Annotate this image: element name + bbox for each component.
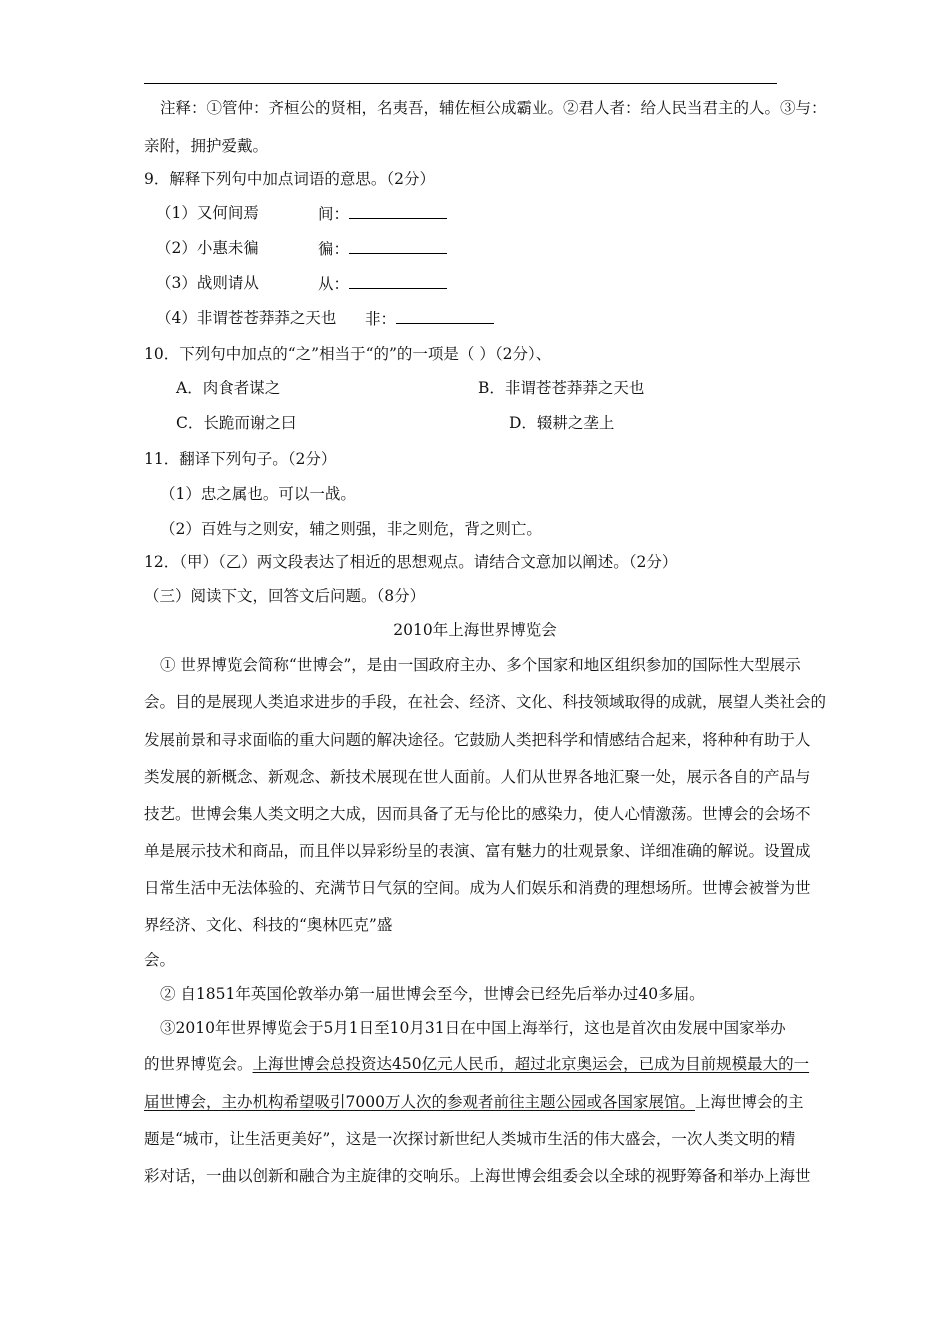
- p1-line-5: 技艺。世博会集人类文明之大成，因而具备了无与伦比的感染力，使人心情激荡。世博会的会场不: [144, 805, 811, 823]
- q9-answer-4[interactable]: [365, 308, 494, 329]
- note-line-1: 注释：①管仲：齐桓公的贤相，名夷吾，辅佐桓公成霸业。②君人者：给人民当君主的人。③与：: [160, 99, 827, 117]
- p2-line: ② 自1851年英国伦敦举办第一届世博会至今，世博会已经先后举办过40多届。: [160, 985, 705, 1003]
- q10-option-a: A．肉食者谋之: [176, 379, 281, 397]
- answer-blank[interactable]: [349, 203, 447, 219]
- header-rule: [144, 83, 777, 84]
- p3-line-1: ③2010年世界博览会于5月1日至10月31日在中国上海举行，这也是首次由发展中国家举办: [160, 1019, 786, 1037]
- p1-line-9: 会。: [144, 951, 176, 969]
- p1-line-2: 会。目的是展现人类追求进步的手段，在社会、经济、文化、科技领域取得的成就，展望人类社会的: [144, 693, 827, 711]
- p1-line-8: 界经济、文化、科技的“奥林匹克”盛: [144, 916, 393, 934]
- p1-line-4: 类发展的新概念、新观念、新技术展现在世人面前。人们从世界各地汇聚一处，展示各自的产品与: [144, 768, 811, 786]
- p1-line-7: 日常生活中无法体验的、充满节日气氛的空间。成为人们娱乐和消费的理想场所。世博会被誉为世: [144, 879, 811, 897]
- p3-line-2: [144, 1054, 809, 1074]
- q11-item-1: （1）忠之属也。可以一战。: [160, 485, 356, 503]
- p3-underlined-1: 上海世博会总投资达450亿元人民币，超过北京奥运会，已成为目前规模最大的一: [252, 1055, 810, 1073]
- q9-item-1: （1）又何间焉: [156, 204, 259, 222]
- q9-item-2: （2）小惠未徧: [156, 239, 259, 257]
- q9-stem: 9．解释下列句中加点词语的意思。（2分）: [144, 170, 435, 188]
- q9-key-4: 非：: [365, 310, 397, 328]
- q12-stem: 12．（甲）（乙）两文段表达了相近的思想观点。请结合文意加以阐述。（2分）: [144, 553, 678, 571]
- q10-option-c: C．长跪而谢之曰: [176, 414, 297, 432]
- passage-title: 2010年上海世界博览会: [393, 621, 557, 639]
- p3-line-2-pre: 的世界博览会。: [144, 1055, 253, 1073]
- p3-line-4: 题是“城市，让生活更美好”，这是一次探讨新世纪人类城市生活的伟大盛会，一次人类文明的精: [144, 1130, 796, 1148]
- q11-item-2: （2）百姓与之则安，辅之则强，非之则危，背之则亡。: [160, 520, 542, 538]
- q9-item-3: （3）战则请从: [156, 274, 259, 292]
- answer-blank[interactable]: [349, 238, 447, 254]
- p3-underlined-2: 届世博会，主办机构希望吸引7000万人次的参观者前往主题公园或各国家展馆。: [144, 1093, 695, 1111]
- q9-answer-2[interactable]: [318, 238, 447, 259]
- q10-stem: 10．下列句中加点的“之”相当于“的”的一项是（ ）（2分）、: [144, 345, 552, 363]
- p3-line-3: [144, 1092, 803, 1112]
- q9-answer-3[interactable]: [318, 273, 447, 294]
- q9-key-2: 徧：: [318, 240, 350, 258]
- note-line-2: 亲附，拥护爱戴。: [144, 137, 269, 155]
- q9-key-1: 间：: [318, 205, 350, 223]
- answer-blank[interactable]: [396, 308, 494, 324]
- p1-line-1: ① 世界博览会简称“世博会”，是由一国政府主办、多个国家和地区组织参加的国际性大型展示: [160, 656, 801, 674]
- answer-blank[interactable]: [349, 273, 447, 289]
- q11-stem: 11．翻译下列句子。（2分）: [144, 450, 337, 468]
- p1-line-6: 单是展示技术和商品，而且伴以异彩纷呈的表演、富有魅力的壮观景象、详细准确的解说。设置成: [144, 842, 811, 860]
- section3-heading: （三）阅读下文，回答文后问题。（8分）: [144, 587, 426, 605]
- q10-option-d: D．辍耕之垄上: [509, 414, 615, 432]
- p3-line-3-post: 上海世博会的主: [694, 1093, 804, 1111]
- p3-line-5: 彩对话，一曲以创新和融合为主旋律的交响乐。上海世博会组委会以全球的视野筹备和举办上海世: [144, 1167, 811, 1185]
- q9-key-3: 从：: [318, 275, 350, 293]
- p1-line-3: 发展前景和寻求面临的重大问题的解决途径。它鼓励人类把科学和情感结合起来，将种种有助于人: [144, 731, 811, 749]
- q10-option-b: B．非谓苍苍莽莽之天也: [478, 379, 645, 397]
- q9-item-4: （4）非谓苍苍莽莽之天也: [156, 309, 337, 327]
- q9-answer-1[interactable]: [318, 203, 447, 224]
